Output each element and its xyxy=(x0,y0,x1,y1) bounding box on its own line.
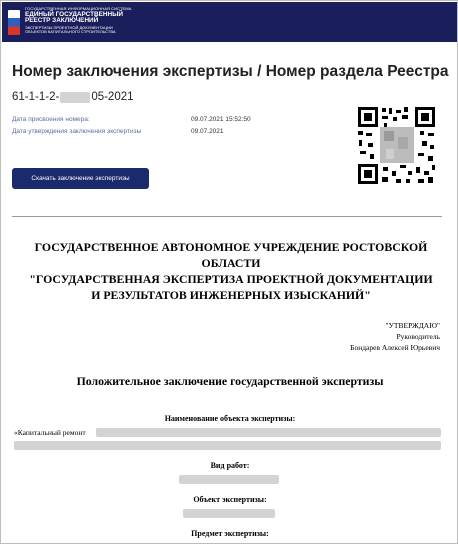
logo-line-5: ОБЪЕКТОВ КАПИТАЛЬНОГО СТРОИТЕЛЬСТВА xyxy=(25,28,116,34)
approval-date-value: 09.07.2021 xyxy=(191,128,224,135)
approve-position: Руководитель xyxy=(396,332,440,341)
organization-name xyxy=(21,239,441,303)
expertise-object-label: Объект экспертизы: xyxy=(193,495,267,504)
org-line-3: "ГОСУДАРСТВЕННАЯ ЭКСПЕРТИЗА ПРОЕКТНОЙ ДОКУМЕНТАЦИИ xyxy=(29,272,433,286)
org-line-4: И РЕЗУЛЬТАТОВ ИНЖЕНЕРНЫХ ИЗЫСКАНИЙ" xyxy=(91,288,371,302)
flag-emblem-icon xyxy=(8,10,20,35)
logo-line-4: ЭКСПЕРТИЗЫ ПРОЕКТНОЙ ДОКУМЕНТАЦИИ xyxy=(25,24,113,30)
redacted-block xyxy=(14,441,441,450)
redacted-block xyxy=(183,509,275,518)
registry-number-suffix: 05-2021 xyxy=(91,91,134,103)
assign-date-value: 09.07.2021 15:52:50 xyxy=(191,116,251,123)
download-conclusion-button[interactable]: Скачать заключение экспертизы xyxy=(12,168,149,189)
redacted-block xyxy=(179,475,279,484)
logo-line-2: ЕДИНЫЙ ГОСУДАРСТВЕННЫЙ xyxy=(25,11,123,18)
divider xyxy=(12,216,442,217)
logo-line-1: ГОСУДАРСТВЕННАЯ ИНФОРМАЦИОННАЯ СИСТЕМА xyxy=(25,6,132,11)
approve-heading: "УТВЕРЖДАЮ" xyxy=(385,321,440,330)
expertise-subject-label: Предмет экспертизы: xyxy=(191,529,269,538)
redacted-block xyxy=(60,92,90,103)
approval-date-label: Дата утверждения заключения экспертизы xyxy=(12,128,142,135)
registry-number xyxy=(12,91,134,103)
registry-number-prefix: 61-1-1-2- xyxy=(12,91,60,103)
page-title: Номер заключения экспертизы / Номер раздела Реестра xyxy=(12,63,449,80)
object-name-value: «Капитальный ремонт xyxy=(14,428,86,437)
document-title: Положительное заключение государственной экспертизы xyxy=(76,374,384,388)
object-name-label: Наименование объекта экспертизы: xyxy=(164,414,296,423)
org-line-1: ГОСУДАРСТВЕННОЕ АВТОНОМНОЕ УЧРЕЖДЕНИЕ РОСТОВСКОЙ xyxy=(34,240,428,254)
redacted-block xyxy=(96,428,441,437)
work-type-label: Вид работ: xyxy=(210,461,250,470)
logo-line-3: РЕЕСТР ЗАКЛЮЧЕНИЙ xyxy=(25,17,99,25)
header-bar xyxy=(2,2,457,42)
assign-date-label: Дата присвоения номера: xyxy=(12,116,90,123)
approve-name: Бондарев Алексей Юрьевич xyxy=(350,343,440,352)
qr-code-icon xyxy=(356,105,437,186)
logo-text xyxy=(25,7,132,34)
org-line-2: ОБЛАСТИ xyxy=(201,256,261,270)
registry-logo[interactable] xyxy=(8,7,178,39)
